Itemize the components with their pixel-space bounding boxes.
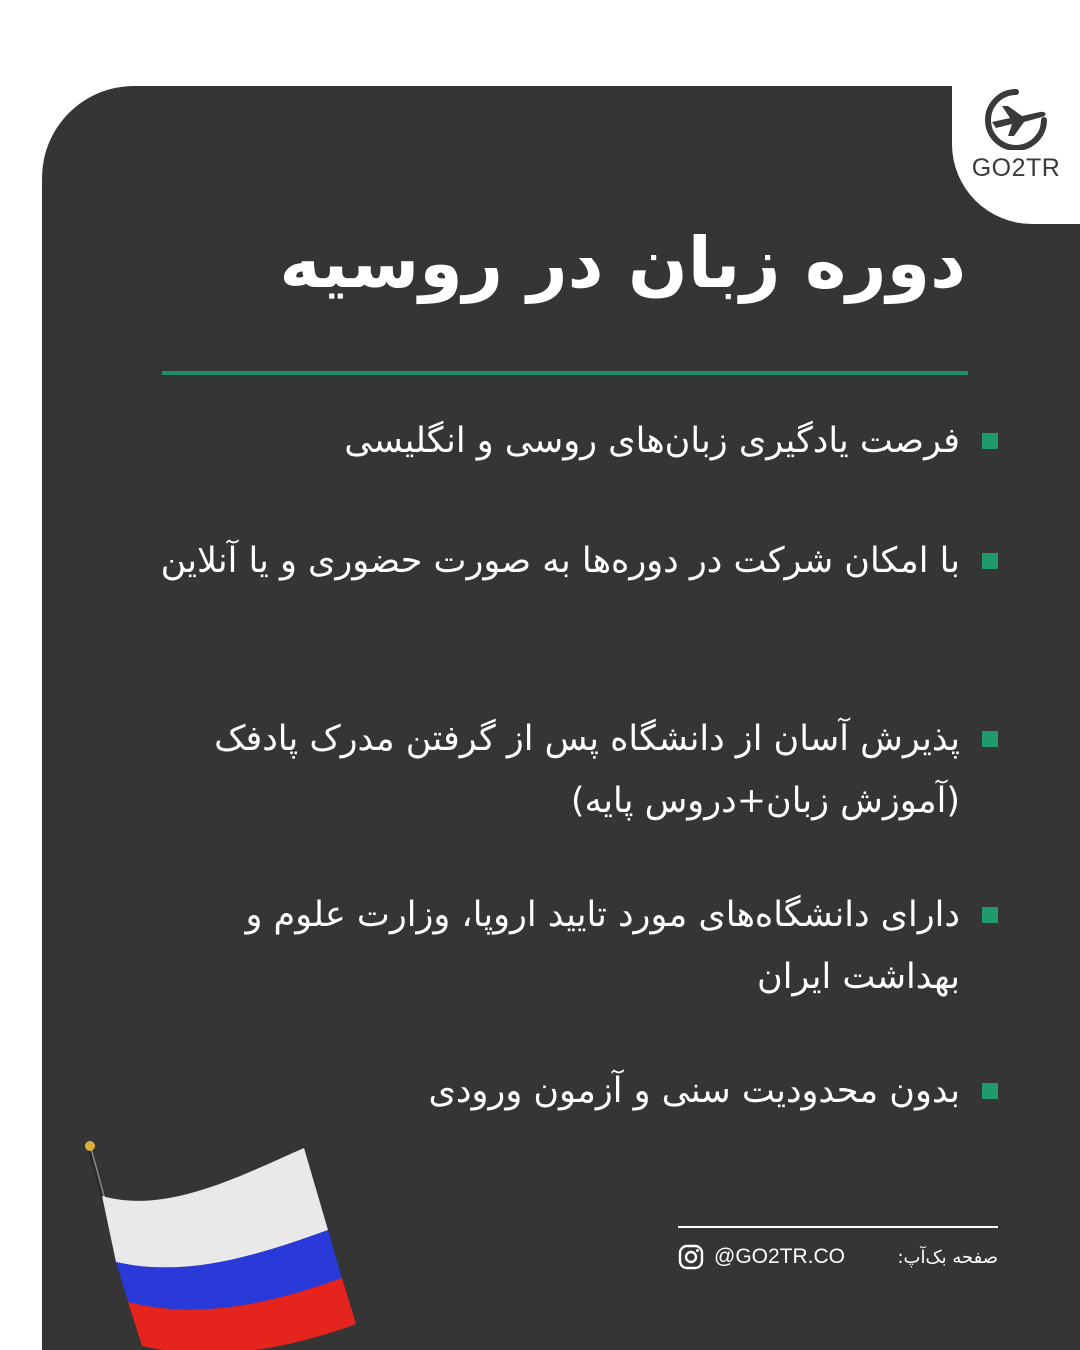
page-title: دوره زبان در روسیه [279, 222, 966, 304]
bullet-icon [982, 1083, 998, 1099]
list-item-text: پذیرش آسان از دانشگاه پس از گرفتن مدرک پادفک (آموزش زبان+دروس پایه) [214, 719, 960, 821]
logo-text: GO2TR [971, 154, 1061, 182]
list-item-text: با امکان شرکت در دوره‌ها به صورت حضوری و یا آنلاین [160, 541, 960, 581]
list-item-text: دارای دانشگاه‌های مورد تایید اروپا، وزارت علوم و بهداشت ایران [245, 895, 960, 997]
instagram-icon [678, 1244, 704, 1270]
instagram-handle-group[interactable] [678, 1244, 845, 1270]
list-item [138, 1060, 998, 1122]
list-item [138, 410, 998, 472]
title-divider [162, 371, 968, 375]
bullet-icon [982, 433, 998, 449]
list-item [138, 884, 998, 1008]
bullet-icon [982, 907, 998, 923]
footer-divider [678, 1226, 998, 1228]
plane-logo-icon [980, 88, 1052, 150]
russia-flag-icon [76, 1138, 366, 1350]
bullet-icon [982, 731, 998, 747]
footer [678, 1244, 998, 1270]
bullet-icon [982, 553, 998, 569]
backup-page-label: صفحه بک‌آپ: [897, 1246, 998, 1268]
list-item-text: بدون محدودیت سنی و آزمون ورودی [428, 1071, 960, 1111]
list-item [138, 530, 998, 592]
list-item-text: فرصت یادگیری زبان‌های روسی و انگلیسی [344, 421, 960, 461]
list-item [138, 708, 998, 832]
instagram-handle[interactable]: @GO2TR.CO [714, 1245, 845, 1268]
